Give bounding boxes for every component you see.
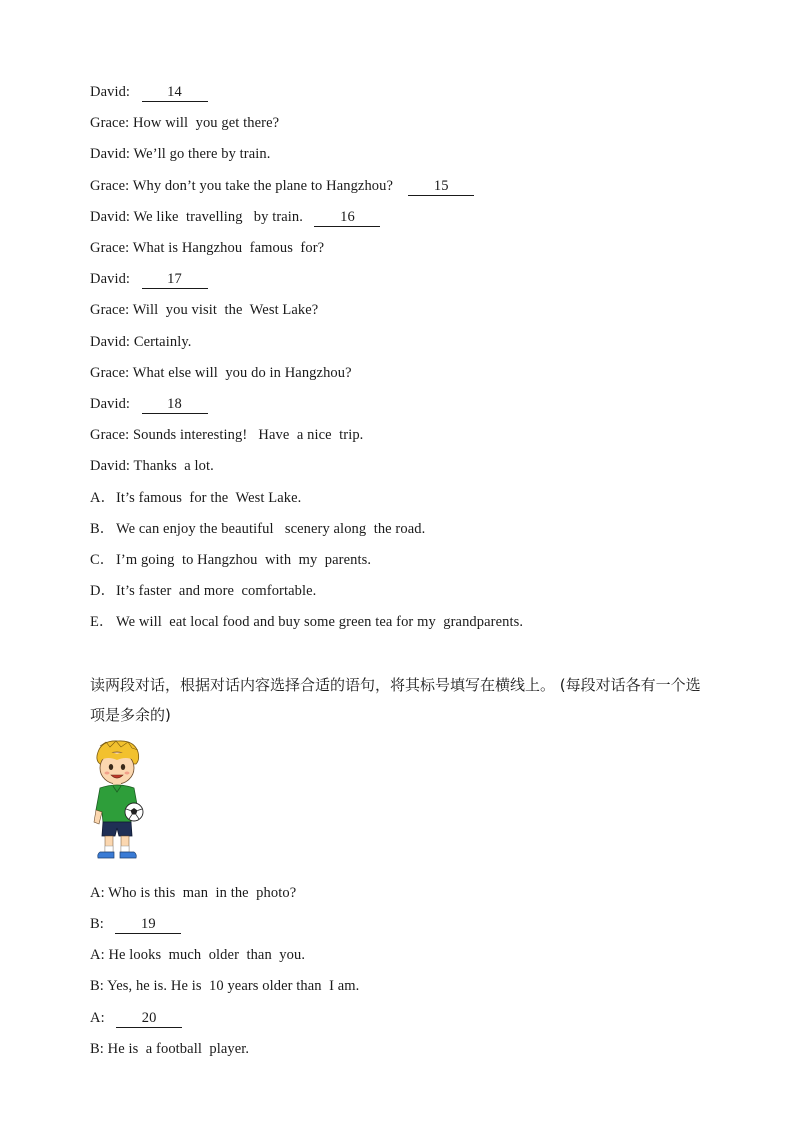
line-text: What else will you do in Hangzhou? (132, 365, 352, 381)
dialogue-line (90, 300, 318, 320)
answer-blank[interactable]: 15 (408, 178, 474, 196)
line-text: How will you get there? (132, 115, 280, 131)
line-text: We’ll go there by train. (133, 146, 271, 162)
dialogue-line (90, 113, 279, 133)
speaker: Grace: (90, 240, 130, 256)
speaker: David: (90, 146, 131, 162)
dialogue-line (90, 394, 208, 414)
line-text: Certainly. (133, 334, 192, 350)
dialogue-line (90, 82, 208, 102)
dialogue-line (90, 976, 359, 996)
answer-blank[interactable]: 16 (314, 209, 380, 227)
answer-blank[interactable]: 14 (142, 84, 208, 102)
option-item (90, 550, 371, 570)
option-text: It’s faster and more comfortable. (116, 583, 317, 599)
section-instruction: 读两段对话，根据对话内容选择合适的语句，将其标号填写在横线上。 (每段对话各有一个选项是多余的) (90, 676, 701, 724)
speaker: B: (90, 978, 104, 994)
line-text: Will you visit the West Lake? (132, 302, 319, 318)
dialogue-line (90, 456, 214, 476)
boy-with-football-icon (88, 738, 146, 868)
option-letter: A． (90, 490, 116, 506)
speaker: Grace: (90, 115, 130, 131)
answer-blank[interactable]: 17 (142, 271, 208, 289)
line-text: He is a football player. (107, 1041, 250, 1057)
option-letter: B． (90, 521, 115, 537)
line-text: Yes, he is. He is 10 years older than I am. (107, 978, 360, 994)
option-letter: D． (90, 583, 116, 599)
speaker: David: (90, 458, 131, 474)
dialogue-line (90, 144, 270, 164)
speaker: A: (90, 885, 105, 901)
option-text: It’s famous for the West Lake. (116, 490, 302, 506)
option-item (90, 581, 316, 601)
dialogue-line (90, 207, 380, 227)
option-letter: E． (90, 614, 114, 630)
answer-blank[interactable]: 20 (116, 1010, 182, 1028)
answer-blank[interactable]: 19 (115, 916, 181, 934)
line-text: Sounds interesting! Have a nice trip. (132, 427, 364, 443)
option-text: I’m going to Hangzhou with my parents. (116, 552, 372, 568)
dialogue-line (90, 332, 191, 352)
line-text: Thanks a lot. (133, 458, 214, 474)
option-item (90, 519, 425, 539)
dialogue-line (90, 269, 208, 289)
speaker: A: (90, 947, 105, 963)
line-text: Why don’t you take the plane to Hangzhou? (132, 178, 394, 194)
dialogue-line (90, 1008, 182, 1028)
speaker: B: (90, 916, 104, 932)
speaker: A: (90, 1010, 105, 1026)
speaker: Grace: (90, 178, 130, 194)
line-text: We like travelling by train. (133, 209, 303, 225)
dialogue-line (90, 425, 363, 445)
option-text: We will eat local food and buy some green tea for my grandparents. (116, 614, 524, 630)
speaker: David: (90, 209, 131, 225)
dialogue-line (90, 176, 474, 196)
speaker: David: (90, 396, 131, 412)
line-text: What is Hangzhou famous for? (132, 240, 325, 256)
option-item (90, 612, 523, 632)
line-text: Who is this man in the photo? (108, 885, 297, 901)
option-item (90, 488, 301, 508)
dialogue-line (90, 914, 181, 934)
dialogue-line (90, 363, 352, 383)
dialogue-line (90, 945, 305, 965)
speaker: Grace: (90, 427, 130, 443)
speaker: B: (90, 1041, 104, 1057)
dialogue-line (90, 1039, 249, 1059)
speaker: David: (90, 271, 131, 287)
speaker: David: (90, 334, 131, 350)
option-text: We can enjoy the beautiful scenery along the road. (116, 521, 426, 537)
option-letter: C． (90, 552, 115, 568)
speaker: Grace: (90, 365, 130, 381)
line-text: He looks much older than you. (108, 947, 306, 963)
speaker: David: (90, 84, 131, 100)
speaker: Grace: (90, 302, 130, 318)
dialogue-line (90, 883, 296, 903)
dialogue-line (90, 238, 324, 258)
answer-blank[interactable]: 18 (142, 396, 208, 414)
